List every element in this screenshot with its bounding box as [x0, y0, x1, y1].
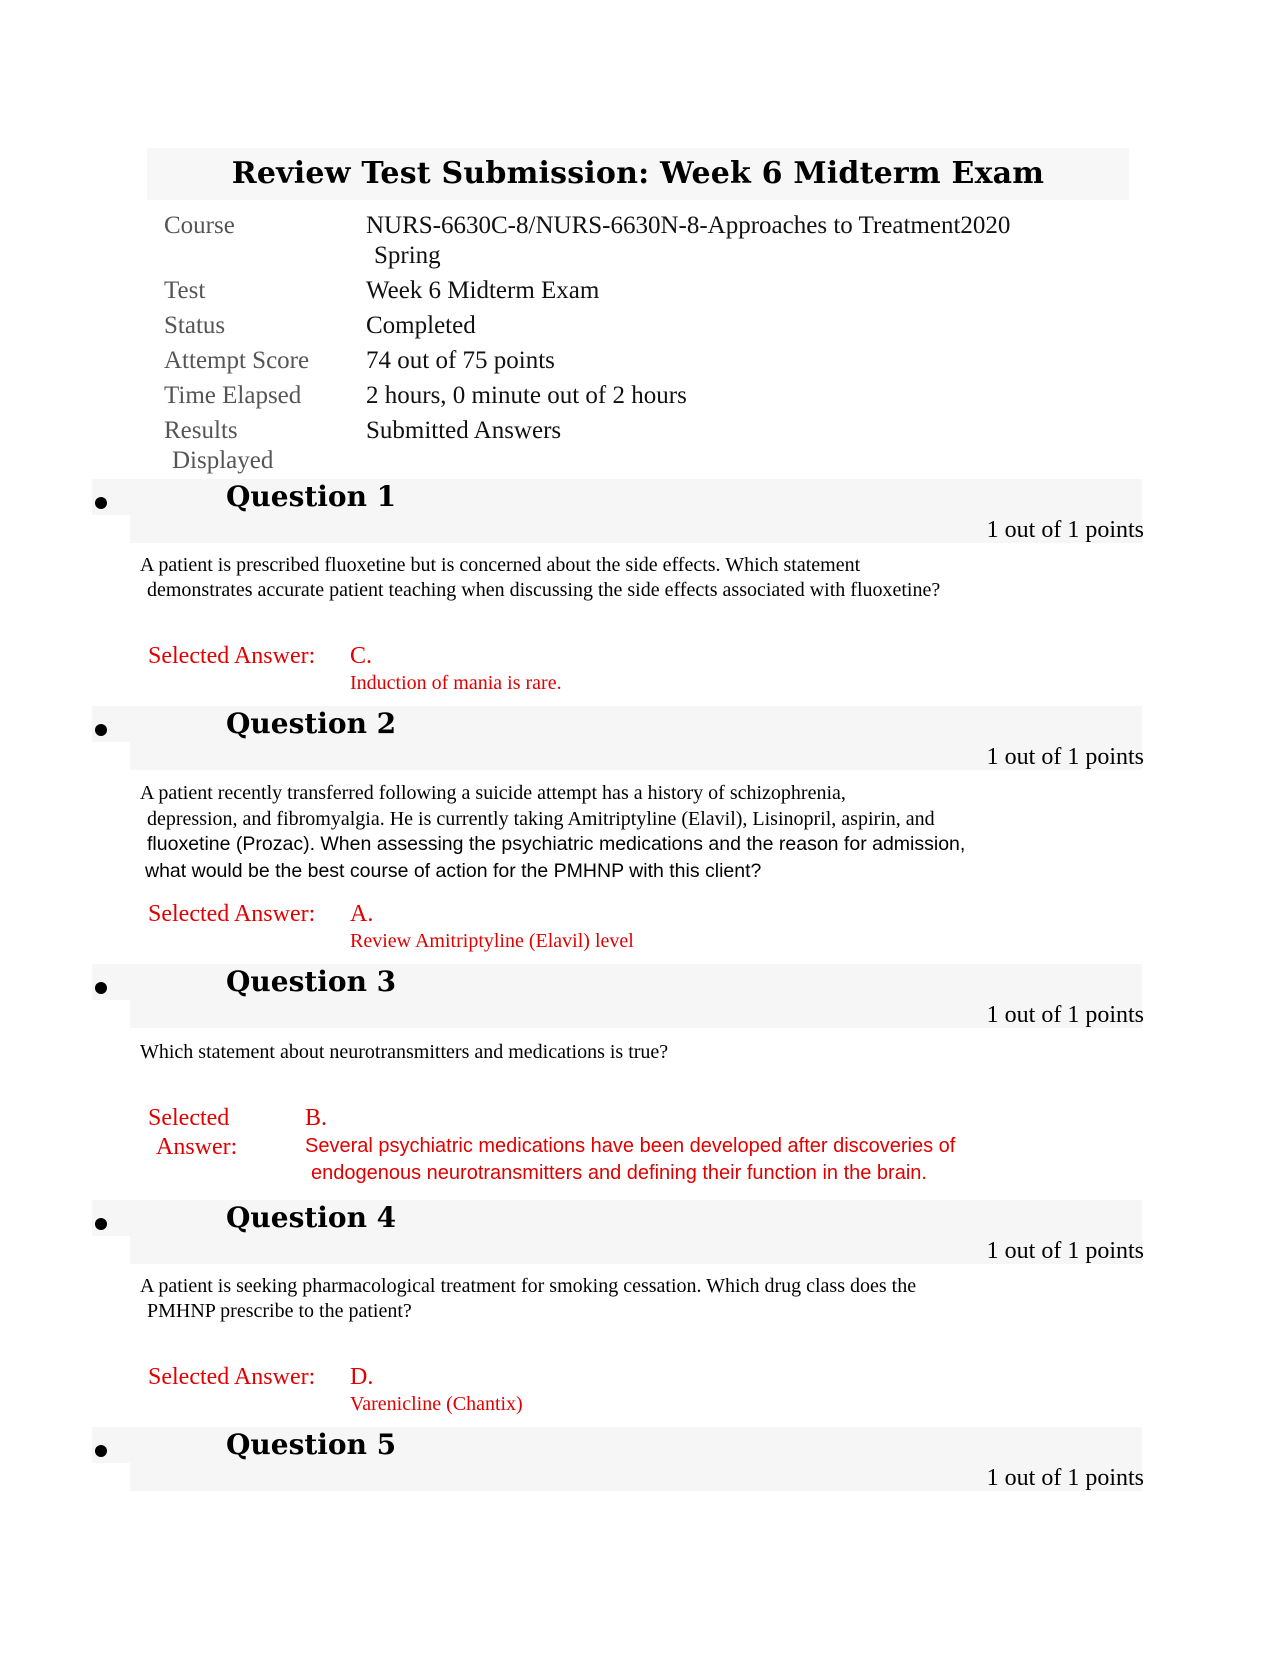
- selected-answer-letter: A.: [350, 901, 374, 927]
- question-points: 1 out of 1 points: [986, 744, 1144, 770]
- selected-answer-text: Induction of mania is rare.: [350, 672, 562, 694]
- selected-answer-letter: D.: [350, 1364, 374, 1390]
- question-points: 1 out of 1 points: [986, 1238, 1144, 1264]
- question-title: Question 4: [226, 1201, 397, 1234]
- page-title: Review Test Submission: Week 6 Midterm Exam: [231, 156, 1045, 191]
- meta-label-displayed: Displayed: [172, 447, 274, 474]
- question-title: Question 1: [226, 480, 397, 513]
- meta-value-time-elapsed: 2 hours, 0 minute out of 2 hours: [366, 382, 687, 409]
- selected-answer-text: Varenicline (Chantix): [350, 1393, 523, 1415]
- meta-value-course: NURS-6630C-8/NURS-6630N-8-Approaches to Treatment2020: [366, 212, 1011, 239]
- selected-answer-label: Selected: [148, 1105, 230, 1131]
- selected-answer-letter: B.: [305, 1105, 328, 1131]
- selected-answer-label: Selected Answer:: [148, 643, 316, 669]
- selected-answer-label: Selected Answer:: [148, 901, 316, 927]
- bullet-icon: [95, 982, 107, 994]
- meta-label-status: Status: [164, 312, 226, 339]
- bullet-icon: [95, 1445, 107, 1457]
- selected-answer-label: Selected Answer:: [148, 1364, 316, 1390]
- selected-answer-line: endogenous neurotransmitters and defining their function in the brain.: [311, 1162, 927, 1184]
- meta-value-test: Week 6 Midterm Exam: [366, 277, 600, 304]
- question-text-line: A patient recently transferred following a suicide attempt has a history of schizophrenia,: [140, 782, 846, 804]
- selected-answer-text: Review Amitriptyline (Elavil) level: [350, 930, 634, 952]
- bullet-icon: [95, 1218, 107, 1230]
- selected-answer-letter: C.: [350, 643, 373, 669]
- meta-label-course: Course: [164, 212, 235, 239]
- question-title: Question 3: [226, 965, 397, 998]
- meta-value-attempt-score: 74 out of 75 points: [366, 347, 555, 374]
- question-text: [140, 553, 1100, 603]
- question-text: [140, 780, 1100, 832]
- meta-label-attempt-score: Attempt Score: [164, 347, 310, 374]
- selected-answer-text: [305, 1133, 955, 1187]
- question-text-line: demonstrates accurate patient teaching when discussing the side effects associated with fluoxetine?: [147, 579, 941, 601]
- bullet-icon: [95, 724, 107, 736]
- meta-label-time-elapsed: Time Elapsed: [164, 382, 302, 409]
- question-text-line: A patient is prescribed fluoxetine but is concerned about the side effects. Which statement: [140, 554, 861, 576]
- question-title: Question 5: [226, 1428, 397, 1461]
- question-text-line: depression, and fibromyalgia. He is currently taking Amitriptyline (Elavil), Lisinopril, aspirin, and: [147, 808, 935, 830]
- selected-answer-label-cont: Answer:: [156, 1134, 238, 1160]
- selected-answer-line: Several psychiatric medications have been developed after discoveries of: [305, 1135, 956, 1157]
- question-text-line: what would be the best course of action for the PMHNP with this client?: [145, 860, 762, 882]
- meta-value-course-cont: Spring: [374, 242, 441, 269]
- meta-value-status: Completed: [366, 312, 476, 339]
- question-text: [140, 1274, 1100, 1324]
- meta-label-results: Results: [164, 417, 238, 444]
- question-text: [140, 1040, 1100, 1065]
- question-text-line: fluoxetine (Prozac). When assessing the psychiatric medications and the reason for admission,: [147, 833, 966, 855]
- bullet-icon: [95, 497, 107, 509]
- question-points: 1 out of 1 points: [986, 517, 1144, 543]
- meta-label-test: Test: [164, 277, 206, 304]
- question-points: 1 out of 1 points: [986, 1002, 1144, 1028]
- question-text-line: Which statement about neurotransmitters and medications is true?: [140, 1041, 669, 1063]
- question-text-line: PMHNP prescribe to the patient?: [147, 1300, 412, 1322]
- meta-value-results: Submitted Answers: [366, 417, 562, 444]
- question-points: 1 out of 1 points: [986, 1465, 1144, 1491]
- question-text-line: A patient is seeking pharmacological treatment for smoking cessation. Which drug class does the: [140, 1275, 917, 1297]
- question-title: Question 2: [226, 707, 397, 740]
- question-text-continued: [140, 831, 1100, 885]
